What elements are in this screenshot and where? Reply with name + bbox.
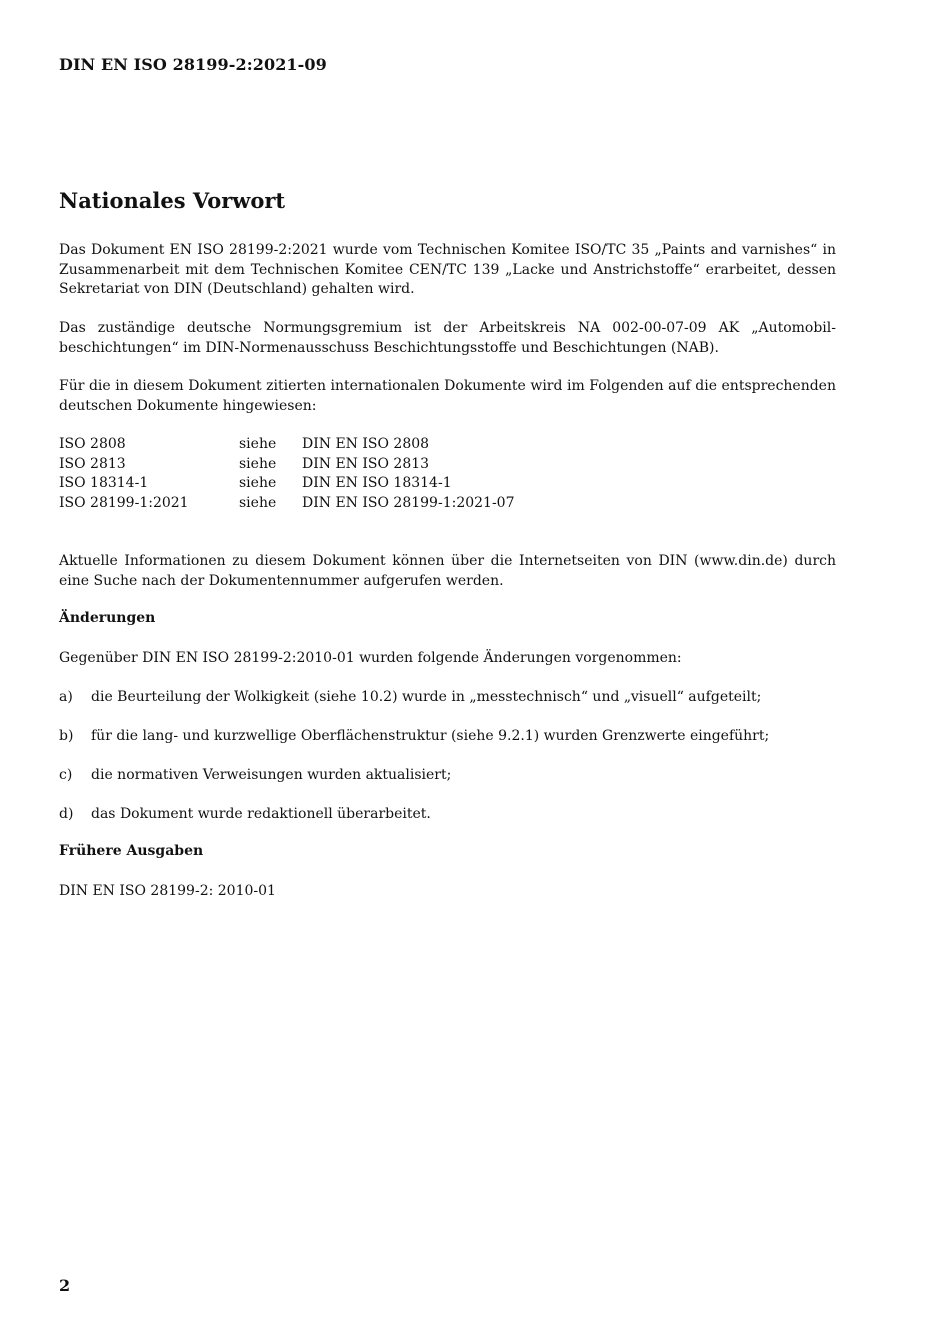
- list-item: [59, 727, 836, 747]
- din-reference: DIN EN ISO 18314-1: [302, 475, 452, 491]
- list-item: [59, 688, 836, 708]
- iso-reference: ISO 2808: [59, 436, 126, 452]
- page-number: 2: [59, 1276, 71, 1295]
- siehe-label: siehe: [239, 455, 277, 472]
- din-reference: DIN EN ISO 2813: [302, 455, 430, 472]
- changes-heading: Änderungen: [59, 610, 156, 626]
- iso-reference: ISO 18314-1: [59, 475, 149, 491]
- din-reference: DIN EN ISO 2808: [302, 436, 430, 452]
- siehe-label: siehe: [239, 494, 277, 511]
- previous-editions-text: DIN EN ISO 28199-2: 2010-01: [59, 883, 276, 899]
- list-item: [59, 766, 836, 786]
- paragraph-references-intro: Für die in diesem Dokument zitierten internationalen Dokumente wird im Folgenden auf die entsprechenden deutschen Dokumente hingewiesen:: [59, 378, 836, 414]
- list-item-text: die Beurteilung der Wolkigkeit (siehe 10.2) wurde in „messtechnisch“ und „visuell“ aufgeteilt;: [91, 689, 762, 705]
- changes-intro: Gegenüber DIN EN ISO 28199-2:2010-01 wurden folgende Änderungen vorgenommen:: [59, 650, 682, 666]
- section-title: Nationales Vorwort: [59, 188, 286, 213]
- iso-reference: ISO 28199-1:2021: [59, 494, 189, 511]
- siehe-label: siehe: [239, 436, 277, 452]
- iso-reference: ISO 2813: [59, 455, 126, 472]
- paragraph-working-group: Das zuständige deutsche Normungsgremium ist der Arbeitskreis NA 002-00-07-09 AK „Automobil-beschichtungen“ im DIN-Normenausschuss Beschichtungsstoffe und Beschichtungen (NAB).: [59, 320, 836, 356]
- paragraph-online-info: Aktuelle Informationen zu diesem Dokument können über die Internetseiten von DIN (www.din.de) durch eine Suche nach der Dokumentennummer aufgerufen werden.: [59, 553, 836, 589]
- document-id-header: DIN EN ISO 28199-2:2021-09: [59, 55, 327, 74]
- list-item: [59, 805, 836, 825]
- list-marker: b): [59, 728, 74, 744]
- list-item-text: für die lang- und kurzwellige Oberflächenstruktur (siehe 9.2.1) wurden Grenzwerte eingeführt;: [91, 728, 770, 744]
- paragraph-committee: Das Dokument EN ISO 28199-2:2021 wurde vom Technischen Komitee ISO/TC 35 „Paints and varnishes“ in Zusammenarbeit mit dem Technischen Komitee CEN/TC 139 „Lacke und Anstrichstoffe“ erarbeitet, dessen Sekretariat von DIN (Deutschland) gehalten wird.: [59, 242, 836, 297]
- table-row: [59, 494, 515, 514]
- list-item-text: das Dokument wurde redaktionell überarbeitet.: [91, 806, 431, 822]
- list-marker: c): [59, 767, 73, 783]
- din-reference: DIN EN ISO 28199-1:2021-07: [302, 494, 515, 511]
- previous-editions-heading: Frühere Ausgaben: [59, 843, 204, 859]
- table-row: [59, 474, 515, 494]
- table-row: [59, 435, 515, 455]
- reference-table: [59, 435, 515, 513]
- list-marker: a): [59, 689, 73, 705]
- table-row: [59, 455, 515, 475]
- list-marker: d): [59, 806, 74, 822]
- siehe-label: siehe: [239, 475, 277, 491]
- list-item-text: die normativen Verweisungen wurden aktualisiert;: [91, 767, 452, 783]
